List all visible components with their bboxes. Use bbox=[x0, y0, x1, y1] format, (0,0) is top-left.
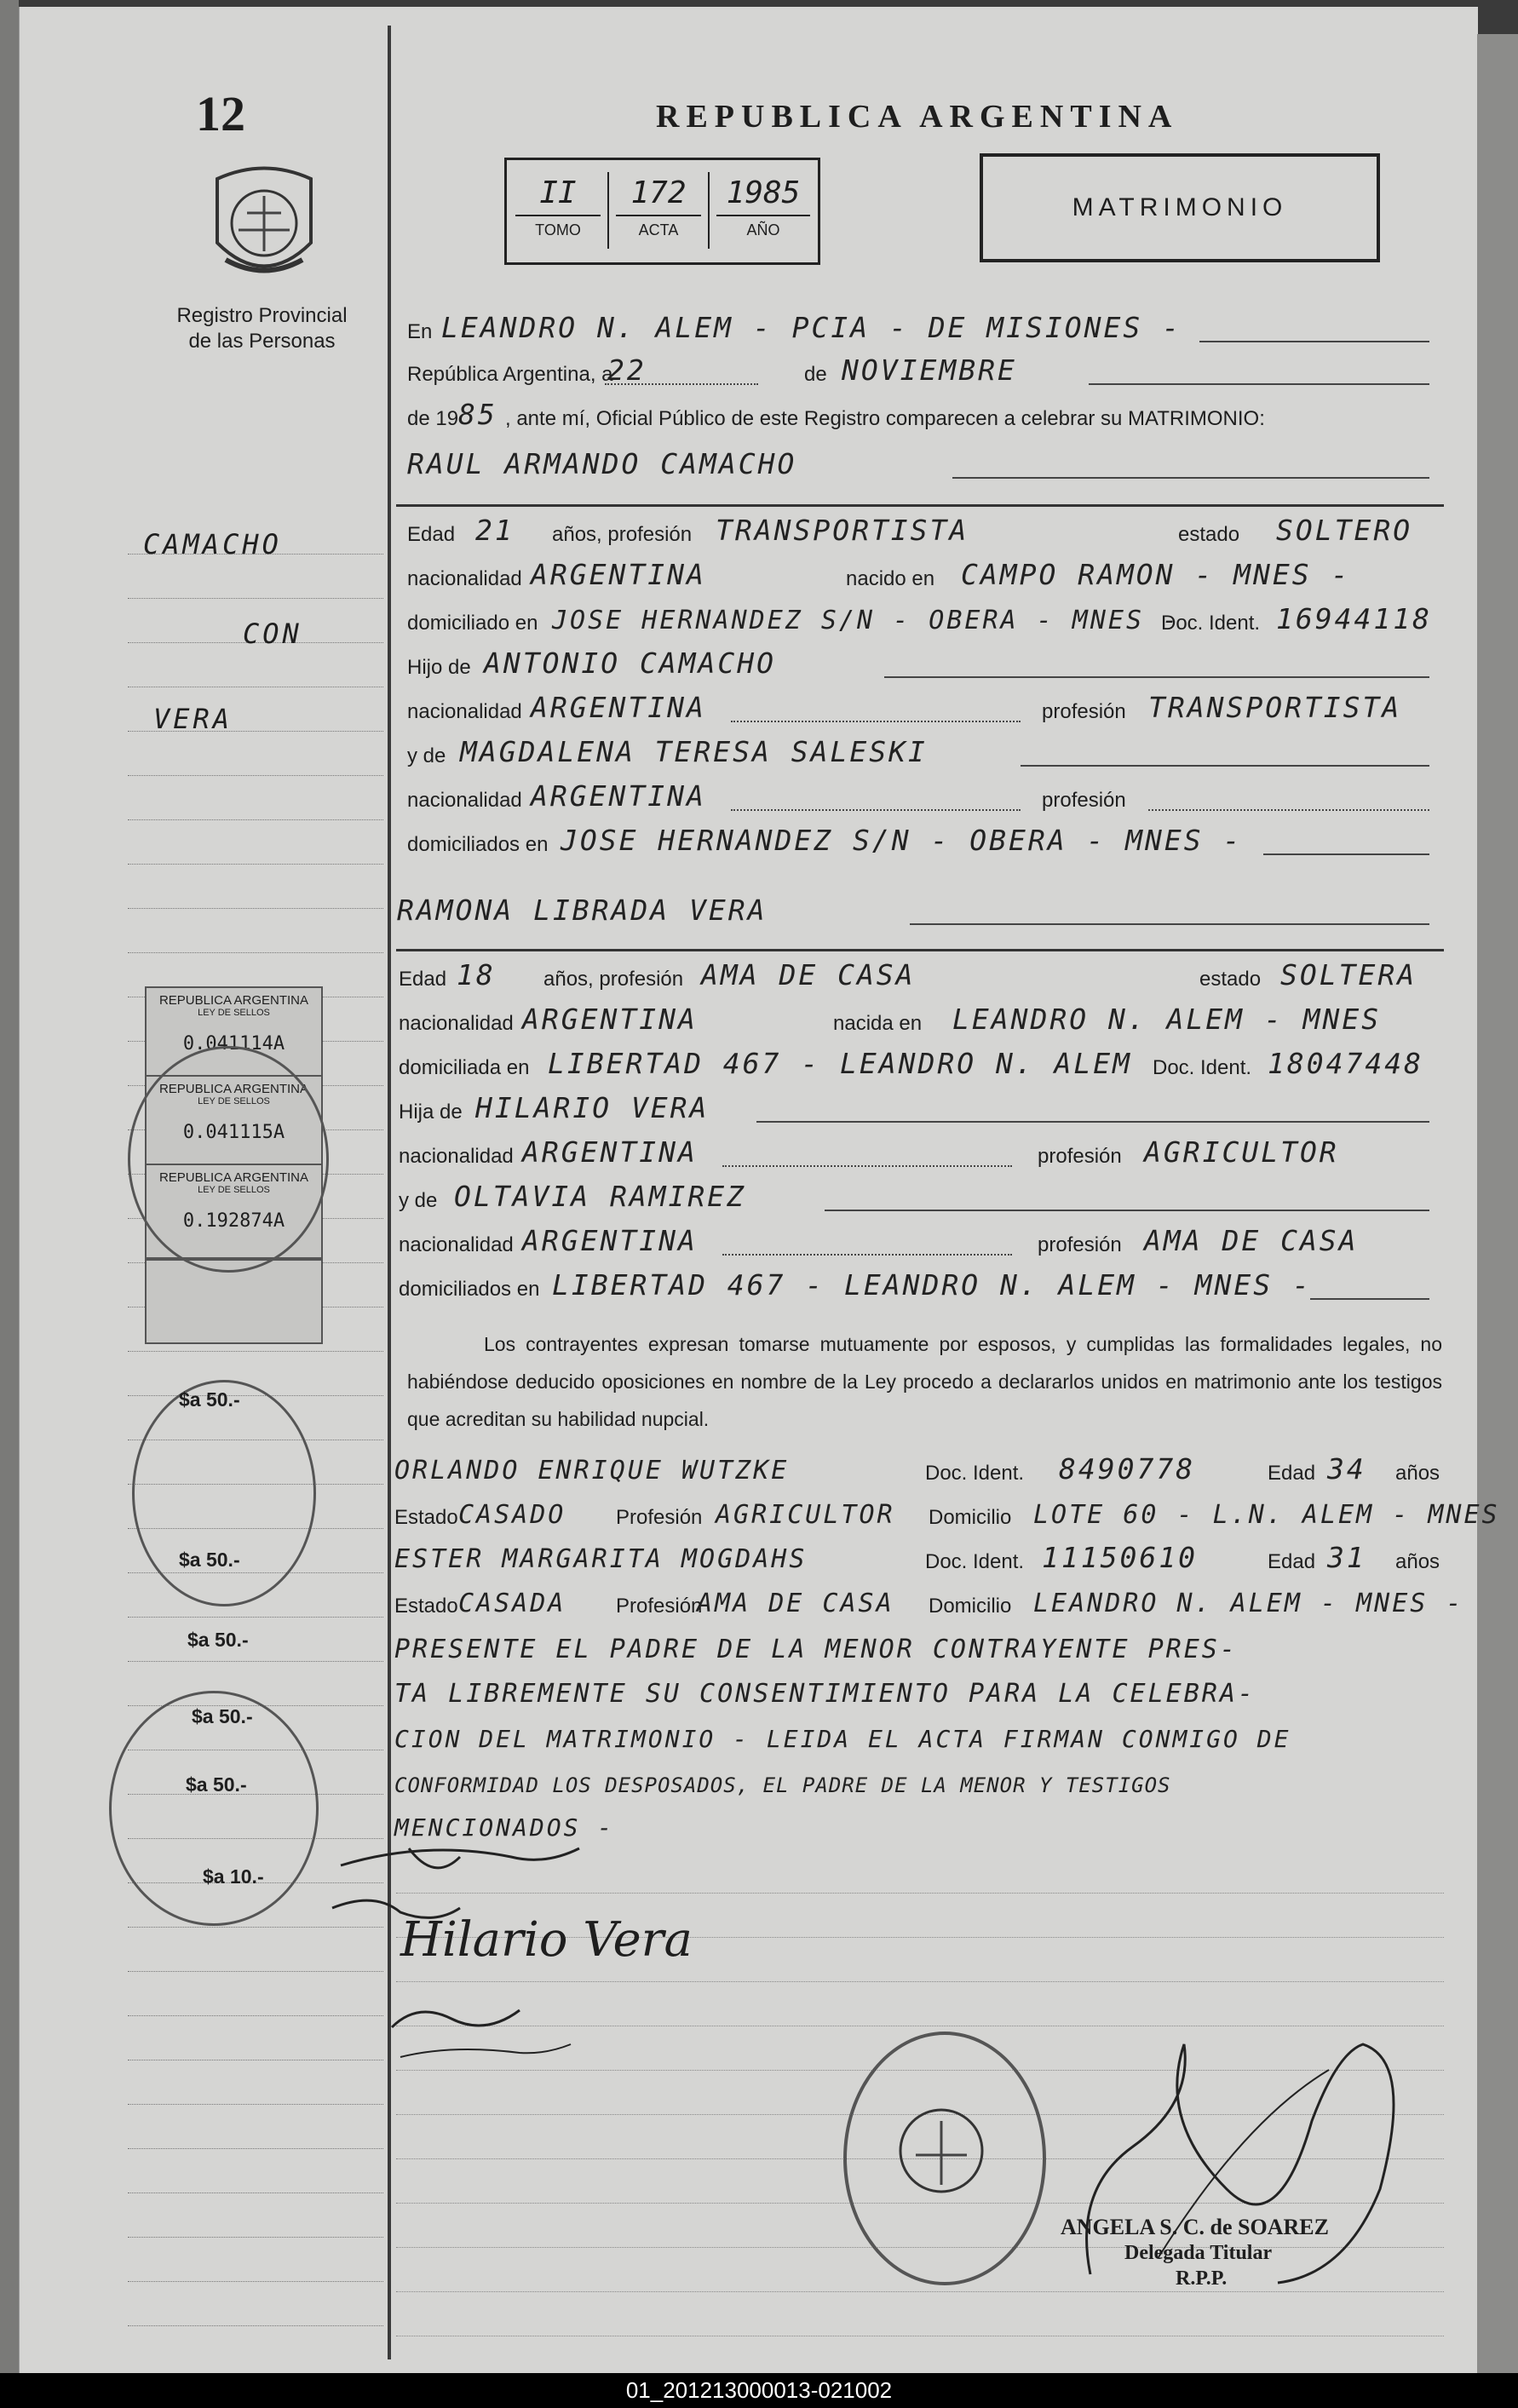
groom-name-row bbox=[407, 443, 1446, 486]
book-binding bbox=[0, 0, 19, 2373]
acta-value: 172 bbox=[616, 172, 701, 216]
margin-rule bbox=[128, 775, 383, 776]
bride-father-nac-row: nacionalidad ARGENTINA profesión AGRICULTOR bbox=[399, 1135, 1339, 1169]
official-title: Delegada Titular bbox=[1124, 2242, 1273, 2264]
acta-label: ACTA bbox=[638, 221, 679, 239]
bride-nac-row: nacionalidad ARGENTINA nacida en LEANDRO N. ALEM - MNES bbox=[399, 1003, 1382, 1036]
groom-nac-row: nacionalidad ARGENTINA nacido en CAMPO RAMON - MNES - bbox=[407, 558, 1351, 591]
bride-name-row bbox=[397, 889, 1446, 932]
row-place: En LEANDRO N. ALEM - PCIA - DE MISIONES - bbox=[407, 307, 1446, 349]
margin-bride-surname: VERA bbox=[153, 703, 233, 735]
sa-value: $a 50.- bbox=[179, 1388, 240, 1411]
margin-rule bbox=[128, 1351, 383, 1352]
sa-value: $a 50.- bbox=[187, 1629, 249, 1651]
groom-father-nac-row: nacionalidad ARGENTINA profesión TRANSPORTISTA bbox=[407, 691, 1402, 724]
bride-name: RAMONA LIBRADA VERA bbox=[397, 894, 768, 927]
margin-rule bbox=[128, 2192, 383, 2193]
groom-mother-nac-row: nacionalidad ARGENTINA profesión bbox=[407, 775, 1446, 818]
stamp-postmark bbox=[128, 1046, 329, 1273]
bride-father-row: Hija de HILARIO VERA bbox=[407, 1087, 1446, 1129]
margin-rule bbox=[128, 1661, 383, 1662]
signature-hilario: Hilario Vera bbox=[400, 1912, 693, 1968]
page-edge bbox=[1477, 34, 1518, 2373]
note-line: TA LIBREMENTE SU CONSENTIMIENTO PARA LA CELEBRA- bbox=[394, 1679, 1256, 1709]
margin-rule bbox=[128, 2148, 383, 2149]
witness2-row: ESTER MARGARITA MOGDAHS Doc. Ident. 11150610 Edad 31 años bbox=[394, 1541, 1440, 1574]
sa-value: $a 50.- bbox=[179, 1549, 240, 1571]
year-value: 85 bbox=[458, 398, 497, 431]
bride-dom-row: domiciliada en LIBERTAD 467 - LEANDRO N. ALEM Doc. Ident. 18047448 bbox=[399, 1047, 1423, 1080]
place-value: LEANDRO N. ALEM - PCIA - DE MISIONES - bbox=[441, 311, 1182, 344]
sa-value: $a 50.- bbox=[192, 1705, 253, 1727]
row-year: de 19 85 , ante mí, Oficial Público de este Registro comparecen a celebrar su MATRIMONIO: bbox=[407, 398, 1265, 431]
margin-rule bbox=[128, 2281, 383, 2282]
note-line: PRESENTE EL PADRE DE LA MENOR CONTRAYENTE PRES- bbox=[394, 1635, 1238, 1664]
page-rule bbox=[396, 2291, 1444, 2292]
tomo-label: TOMO bbox=[535, 221, 581, 239]
tomo-value: II bbox=[515, 172, 601, 216]
witness1-row: ORLANDO ENRIQUE WUTZKE Doc. Ident. 8490778 Edad 34 años bbox=[394, 1452, 1440, 1486]
margin-rule bbox=[128, 908, 383, 909]
bride-parents-dom-row: domiciliados en LIBERTAD 467 - LEANDRO N. ALEM - MNES - bbox=[407, 1264, 1446, 1307]
margin-rule bbox=[128, 2237, 383, 2238]
groom-parents-dom-row: domiciliados en JOSE HERNANDEZ S/N - OBERA - MNES - bbox=[407, 819, 1446, 862]
sa-value: $a 50.- bbox=[186, 1773, 247, 1796]
groom-dom-row: domiciliado en JOSE HERNANDEZ S/N - OBERA - MNES - Doc. Ident. 16944118 bbox=[407, 602, 1432, 635]
declaration-text: Los contrayentes expresan tomarse mutuamente por esposos, y cumplidas las formalidades legales, no habiéndose deducido oposiciones en nombre de la Ley procedo a declararlos unidos en matrimonio ante los testigos que acreditan su habilidad nupcial. bbox=[407, 1333, 1442, 1430]
row-date: República Argentina, a 22 de NOVIEMBRE bbox=[407, 349, 1446, 392]
margin-rule bbox=[128, 1617, 383, 1618]
tax-stamp: REPUBLICA ARGENTINA LEY DE SELLOS 0.041114A bbox=[145, 986, 323, 1082]
note-line: CION DEL MATRIMONIO - LEIDA EL ACTA FIRMAN CONMIGO DE bbox=[394, 1725, 1291, 1753]
groom-age-row: Edad 21 años, profesión TRANSPORTISTA estado SOLTERO bbox=[407, 514, 1413, 547]
bride-age-row: Edad 18 años, profesión AMA DE CASA estado SOLTERA bbox=[399, 958, 1417, 991]
groom-mother-row: y de MAGDALENA TERESA SALESKI bbox=[407, 731, 1446, 773]
witness2-detail-row: Estado CASADA Profesión AMA DE CASA Domicilio LEANDRO N. ALEM - MNES - bbox=[394, 1589, 1464, 1618]
tax-stamp: REPUBLICA ARGENTINA LEY DE SELLOS 0.192874A bbox=[145, 1164, 323, 1259]
official-org: R.P.P. bbox=[1176, 2267, 1228, 2290]
witness1-detail-row: Estado CASADO Profesión AGRICULTOR Domicilio LOTE 60 - L.N. ALEM - MNES bbox=[394, 1500, 1500, 1530]
margin-rule bbox=[128, 2104, 383, 2105]
footer-id: 01_201213000013-021002 bbox=[0, 2373, 1518, 2408]
tax-stamp: REPUBLICA ARGENTINA LEY DE SELLOS 0.041115A bbox=[145, 1075, 323, 1170]
month-value: NOVIEMBRE bbox=[842, 353, 1017, 387]
margin-rule bbox=[128, 819, 383, 820]
margin-groom-surname: CAMACHO bbox=[143, 528, 282, 560]
type-box: MATRIMONIO bbox=[980, 153, 1380, 262]
groom-father-row: Hijo de ANTONIO CAMACHO bbox=[407, 642, 1446, 685]
margin-rule bbox=[128, 598, 383, 599]
registro-label: Registro Provincial de las Personas bbox=[176, 304, 348, 353]
official-name: ANGELA S. C. de SOAREZ bbox=[1061, 2215, 1329, 2239]
sa-value: $a 10.- bbox=[203, 1865, 264, 1888]
ano-label: AÑO bbox=[746, 221, 780, 239]
bride-mother-nac-row: nacionalidad ARGENTINA profesión AMA DE CASA bbox=[399, 1224, 1359, 1257]
tomo-acta-ano-box bbox=[504, 158, 820, 265]
margin-con: CON bbox=[243, 618, 302, 650]
margin-rule bbox=[128, 2325, 383, 2326]
country-title: REPUBLICA ARGENTINA bbox=[656, 99, 1179, 135]
bride-mother-row: y de OLTAVIA RAMIREZ bbox=[407, 1175, 1446, 1218]
groom-name: RAUL ARMANDO CAMACHO bbox=[407, 447, 797, 480]
note-line: MENCIONADOS - bbox=[394, 1813, 615, 1842]
page-number: 12 bbox=[196, 86, 245, 141]
official-seal-emblem-icon bbox=[894, 2104, 988, 2198]
ano-value: 1985 bbox=[716, 172, 810, 216]
note-line: CONFORMIDAD LOS DESPOSADOS, EL PADRE DE LA MENOR Y TESTIGOS bbox=[394, 1773, 1171, 1797]
day-value: 22 bbox=[607, 353, 647, 387]
province-seal-icon bbox=[209, 162, 319, 290]
margin-rule bbox=[128, 952, 383, 953]
margin-rule bbox=[128, 864, 383, 865]
stamp-postmark bbox=[132, 1380, 316, 1606]
